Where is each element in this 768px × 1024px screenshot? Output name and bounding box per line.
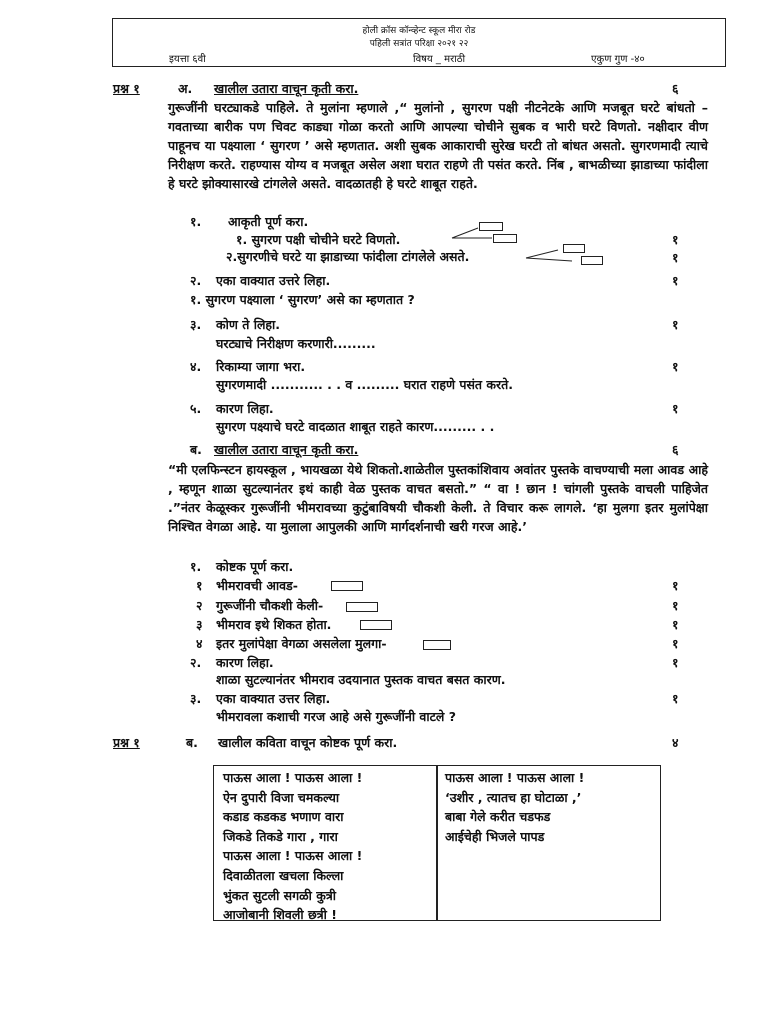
poem-line: आजोबानी शिवली छत्री ! [223, 907, 337, 923]
task-question: सुगरण पक्ष्याचे घरटे वादळात शाबूत राहते कारण......... . . [216, 419, 495, 434]
task-number: ३. [190, 317, 202, 332]
task-label: एका वाक्यात उत्तर लिहा. [216, 691, 331, 706]
task-item: १. सुगरण पक्षी चोचीने घरटे विणतो. [236, 232, 401, 247]
row-text: भीमराव इथे शिकत होता. [216, 617, 332, 632]
total-marks: एकुण गुण -४० [591, 54, 645, 65]
task-label: आकृती पूर्ण करा. [228, 214, 309, 229]
sub-label: ब. [190, 442, 202, 457]
task-label: कारण लिहा. [216, 401, 274, 416]
task-label: कोष्टक पूर्ण करा. [216, 559, 294, 574]
row-marks: १ [672, 617, 679, 632]
poem-line: कडाड कडकड भणाण वारा [223, 809, 344, 825]
task-number: ५. [190, 401, 202, 416]
answer-box[interactable] [360, 620, 392, 630]
poem-line: पाऊस आला ! पाऊस आला ! [223, 770, 363, 785]
poem-left-column [223, 768, 362, 925]
poem-line: जिकडे तिकडे गारा , गारा [223, 828, 338, 844]
poem-line: आईचेही भिजले पापड [445, 828, 545, 844]
answer-box[interactable] [331, 581, 363, 591]
task-question: घरट्याचे निरीक्षण करणारी......... [216, 336, 376, 351]
poem-box [213, 765, 661, 921]
school-name: होली क्रॉस कॉन्व्हेन्ट स्कूल मीरा रोड [362, 26, 476, 36]
task-marks: १ [672, 250, 679, 265]
task-marks: १ [672, 691, 679, 706]
passage-b: “मी एलफिन्स्टन हायस्कूल , भायखळा येथे शिकतो.शाळेतील पुस्तकांशिवाय अवांतर पुस्तके वाचण्याची मला आवड आहे , म्हणून शाळा सुटल्यानंतर इथं काही वेळ पुस्तक वाचत बसतो.” “ वा ! छान ! चांगली पुस्तके वाचली पाहिजेत .”नंतर केळूस्कर गुरूजींनी भीमरावच्या कुटुंबाविषयी चौकशी केली. ते विचार करू लागले. ‘हा मुलगा इतर मुलांपेक्षा निश्चित वेगळा आहे. या मुलाला आपुलकी आणि मार्गदर्शनाची खरी गरज आहे.’ [168, 462, 708, 534]
poem-divider [436, 766, 438, 920]
task-number: २. [190, 655, 202, 670]
row-text: गुरूजींनी चौकशी केली- [216, 598, 324, 613]
task-marks: १ [672, 401, 679, 416]
passage-a: गुरूजींनी घरट्याकडे पाहिले. ते मुलांना म्हणाले ,“ मुलांनो , सुगरण पक्षी नीटनेटके आणि मजबूत घरटे बांधतो – गवताच्या बारीक पण चिवट काड्या गोळा करतो आणि आपल्या चोचीने सुबक व भारी घरटे विणतो. नक्षीदार वीण पाहूनच या पक्ष्याला ‘ सुगरण ’ असे म्हणतात. अशी सुबक आकाराची सुरेख घरटी तो बांधत असतो. सुगरणमादी त्याचे निरीक्षण करते. राहण्यास योग्य व मजबूत असेल अशा घरात राहणे ती पसंत करते. निंब , बाभळीच्या झाडाच्या फांदीला हे घरटे झोक्यासारखे टांगलेले असते. वादळातही हे घरटे शाबूत राहते. [168, 100, 708, 191]
poem-right-column [445, 768, 584, 846]
task-label: कारण लिहा. [216, 655, 274, 670]
poem-line: पाऊस आला ! पाऊस आला ! [445, 770, 585, 785]
row-number: २ [196, 598, 203, 613]
task-label: एका वाक्यात उत्तरे लिहा. [216, 273, 331, 288]
poem-line: भुंकत सुटली सगळी कुत्री [223, 887, 336, 903]
answer-box[interactable] [493, 234, 517, 243]
task-marks: १ [672, 359, 679, 374]
task-label: कोण ते लिहा. [216, 317, 281, 332]
section-title: खालील कविता वाचून कोष्टक पूर्ण करा. [218, 735, 398, 750]
answer-box[interactable] [581, 256, 603, 265]
section-title: खालील उतारा वाचून कृती करा. [214, 81, 359, 96]
task-number: १. [190, 559, 202, 574]
class-label: इयत्ता ६वी [169, 54, 206, 65]
task-number: ३. [190, 691, 202, 706]
task-question: शाळा सुटल्यानंतर भीमराव उदयानात पुस्तक वाचत बसत कारण. [216, 672, 506, 687]
poem-line: पाऊस आला ! पाऊस आला ! [223, 848, 363, 864]
task-number: १. [190, 214, 202, 229]
subject-label: विषय _ मराठी [413, 54, 466, 65]
task-question: १. सुगरण पक्ष्याला ‘ सुगरण’ असे का म्हणतात ? [190, 292, 415, 307]
sub-label: अ. [178, 81, 193, 96]
sub-label: ब. [186, 735, 198, 750]
task-number: २. [190, 273, 202, 288]
poem-line: बाबा गेले करीत चडफड [445, 809, 551, 825]
row-text: भीमरावची आवड- [216, 578, 298, 593]
task-number: ४. [190, 359, 202, 374]
poem-line: दिवाळीतला खचला किल्ला [223, 867, 344, 883]
task-question: सुगरणमादी ........... . . व ......... घरात राहणे पसंत करते. [216, 377, 513, 392]
header-box [112, 18, 726, 67]
task-item: २.सुगरणीचे घरटे या झाडाच्या फांदीला टांगलेले असते. [226, 249, 470, 264]
row-marks: १ [672, 578, 679, 593]
question-number: प्रश्न १ [113, 81, 140, 96]
poem-line: ऐन दुपारी विजा चमकल्या [223, 789, 340, 805]
answer-box[interactable] [479, 222, 503, 231]
row-marks: १ [672, 636, 679, 651]
row-number: ३ [196, 617, 203, 632]
task-marks: १ [672, 655, 679, 670]
row-number: १ [196, 578, 203, 593]
task-label: रिकाम्या जागा भरा. [216, 359, 306, 374]
task-marks: १ [672, 317, 679, 332]
task-marks: १ [672, 232, 679, 247]
row-marks: १ [672, 598, 679, 613]
answer-box[interactable] [423, 640, 451, 650]
section-title: खालील उतारा वाचून कृती करा. [214, 442, 359, 457]
task-marks: १ [672, 273, 679, 288]
section-marks: ६ [672, 442, 679, 457]
row-number: ४ [196, 636, 203, 651]
question-number: प्रश्न १ [113, 735, 140, 750]
answer-box[interactable] [346, 602, 378, 612]
row-text: इतर मुलांपेक्षा वेगळा असलेला मुलगा- [216, 636, 387, 651]
exam-name: पहिली सत्रांत परिक्षा २०२१ २२ [369, 39, 469, 49]
poem-line: ‘उशीर , त्यातच हा घोटाळा ,’ [445, 789, 582, 805]
section-marks: ४ [672, 735, 679, 750]
task-question: भीमरावला कशाची गरज आहे असे गुरूजींनी वाटले ? [216, 709, 456, 724]
answer-box[interactable] [563, 244, 585, 253]
section-marks: ६ [672, 81, 679, 96]
